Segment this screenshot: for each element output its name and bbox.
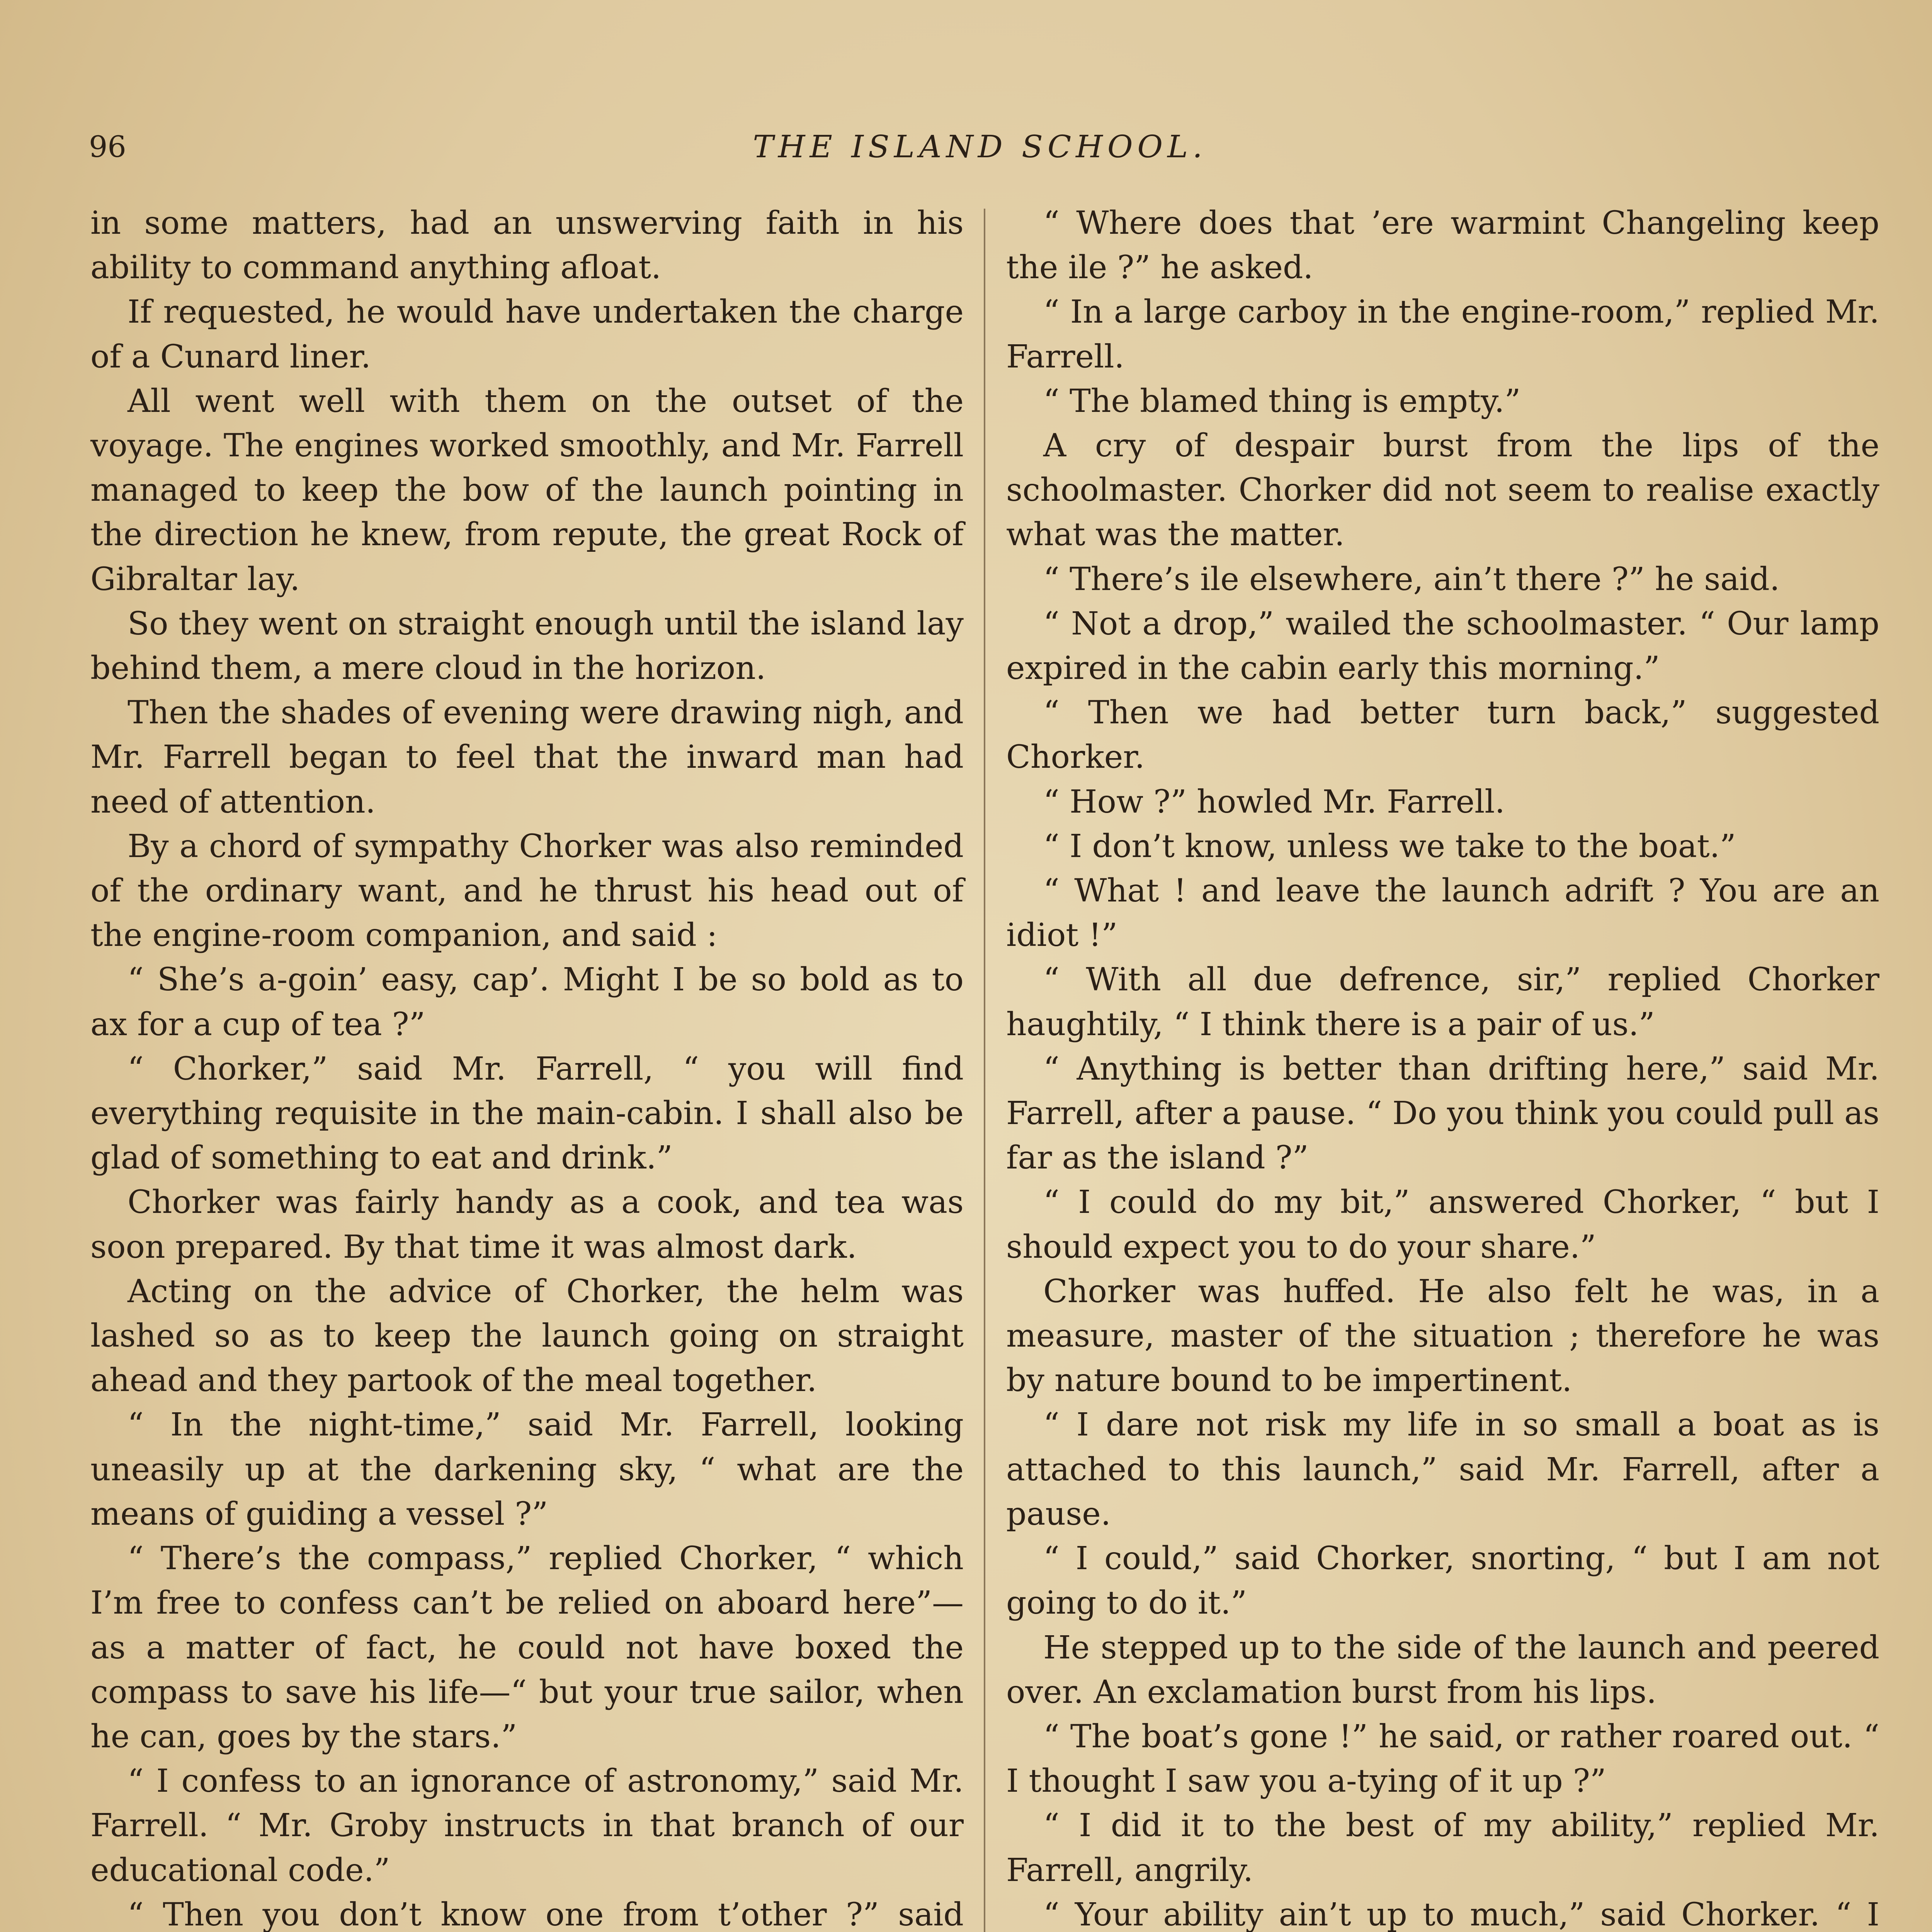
paragraph: “ I dare not risk my life in so small a boat as is attached to this launch,” said Mr. Farrell, after a pause.	[1006, 1406, 1879, 1532]
paragraph: “ Not a drop,” wailed the schoolmaster. “ Our lamp expired in the cabin early this morning.”	[1006, 605, 1879, 687]
paragraph: in some matters, had an unswerving faith in his ability to command anything afloat.	[90, 205, 964, 286]
paragraph: Acting on the advice of Chorker, the helm was lashed so as to keep the launch going on straight ahead and they partook of the meal together.	[90, 1273, 964, 1399]
page-number: 96	[89, 129, 126, 164]
paragraph: So they went on straight enough until the island lay behind them, a mere cloud in the horizon.	[90, 605, 964, 687]
paragraph: “ Then you don’t know one from t’other ?” said	[128, 1896, 964, 1932]
paragraph: “ There’s the compass,” replied Chorker, “ which I’m free to confess can’t be relied on aboard here”—as a matter of fact, he could not have boxed the compass to save his life—“ but your true sailor, when he can, goes by the stars.”	[90, 1540, 964, 1755]
paragraph: “ I confess to an ignorance of astronomy,” said Mr. Farrell. “ Mr. Groby instructs in that branch of our educational code.”	[90, 1763, 964, 1889]
paragraph: “ Anything is better than drifting here,” said Mr. Farrell, after a pause. “ Do you think you could pull as far as the island ?”	[1006, 1050, 1879, 1177]
paragraph: “ In a large carboy in the engine-room,” replied Mr. Farrell.	[1006, 294, 1879, 375]
paragraph: “ With all due defrence, sir,” replied Chorker haughtily, “ I think there is a pair of us.”	[1006, 961, 1879, 1043]
paragraph: By a chord of sympathy Chorker was also reminded of the ordinary want, and he thrust his head out of the engine-room companion, and said :	[90, 828, 964, 954]
page-header	[89, 124, 1871, 170]
right-column	[1006, 201, 1879, 1932]
paragraph: “ What ! and leave the launch adrift ? You are an idiot !”	[1006, 872, 1879, 954]
paragraph: “ The blamed thing is empty.”	[1043, 383, 1521, 420]
paragraph: “ The boat’s gone !” he said, or rather roared out. “ I thought I saw you a-tying of it up ?”	[1006, 1718, 1879, 1800]
paragraph: “ I don’t know, unless we take to the boat.”	[1043, 828, 1736, 865]
paragraph: “ In the night-time,” said Mr. Farrell, looking uneasily up at the darkening sky, “ what are the means of guiding a vessel ?”	[90, 1406, 964, 1532]
paragraph: “ She’s a-goin’ easy, cap’. Might I be so bold as to ax for a cup of tea ?”	[90, 961, 964, 1043]
paragraph: Chorker was huffed. He also felt he was, in a measure, master of the situation ; therefore he was by nature bound to be impertinent.	[1006, 1273, 1879, 1399]
paragraph: “ I could do my bit,” answered Chorker, “ but I should expect you to do your share.”	[1006, 1184, 1879, 1265]
paragraph: All went well with them on the outset of the voyage. The engines worked smoothly, and Mr. Farrell managed to keep the bow of the launch pointing in the direction he knew, from repute, the great Rock of Gibraltar lay.	[90, 383, 964, 598]
paragraph: He stepped up to the side of the launch and peered over. An exclamation burst from his lips.	[1006, 1629, 1879, 1711]
left-column	[90, 201, 964, 1932]
paragraph: “ How ?” howled Mr. Farrell.	[1043, 783, 1505, 820]
running-title: THE ISLAND SCHOOL.	[753, 129, 1207, 165]
paragraph: “ Your ability ain’t up to much,” said Chorker. “ I	[1043, 1896, 1879, 1932]
paragraph: “ There’s ile elsewhere, ain’t there ?” he said.	[1043, 561, 1780, 598]
paragraph: “ Where does that ’ere warmint Changeling keep the ile ?” he asked.	[1006, 205, 1879, 286]
paragraph: “ I could,” said Chorker, snorting, “ but I am not going to do it.”	[1006, 1540, 1879, 1622]
paragraph: “ Chorker,” said Mr. Farrell, “ you will find everything requisite in the main-cabin. I shall also be glad of something to eat and drink.”	[90, 1050, 964, 1177]
paragraph: A cry of despair burst from the lips of the schoolmaster. Chorker did not seem to realise exactly what was the matter.	[1006, 427, 1879, 553]
paragraph: “ Then we had better turn back,” suggested Chorker.	[1006, 694, 1879, 776]
paragraph: “ I did it to the best of my ability,” replied Mr. Farrell, angrily.	[1006, 1807, 1879, 1889]
paragraph: Chorker was fairly handy as a cook, and tea was soon prepared. By that time it was almost dark.	[90, 1184, 964, 1265]
column-divider	[984, 209, 985, 1932]
paragraph: If requested, he would have undertaken the charge of a Cunard liner.	[90, 294, 964, 375]
paragraph: Then the shades of evening were drawing nigh, and Mr. Farrell began to feel that the inward man had need of attention.	[90, 694, 964, 820]
